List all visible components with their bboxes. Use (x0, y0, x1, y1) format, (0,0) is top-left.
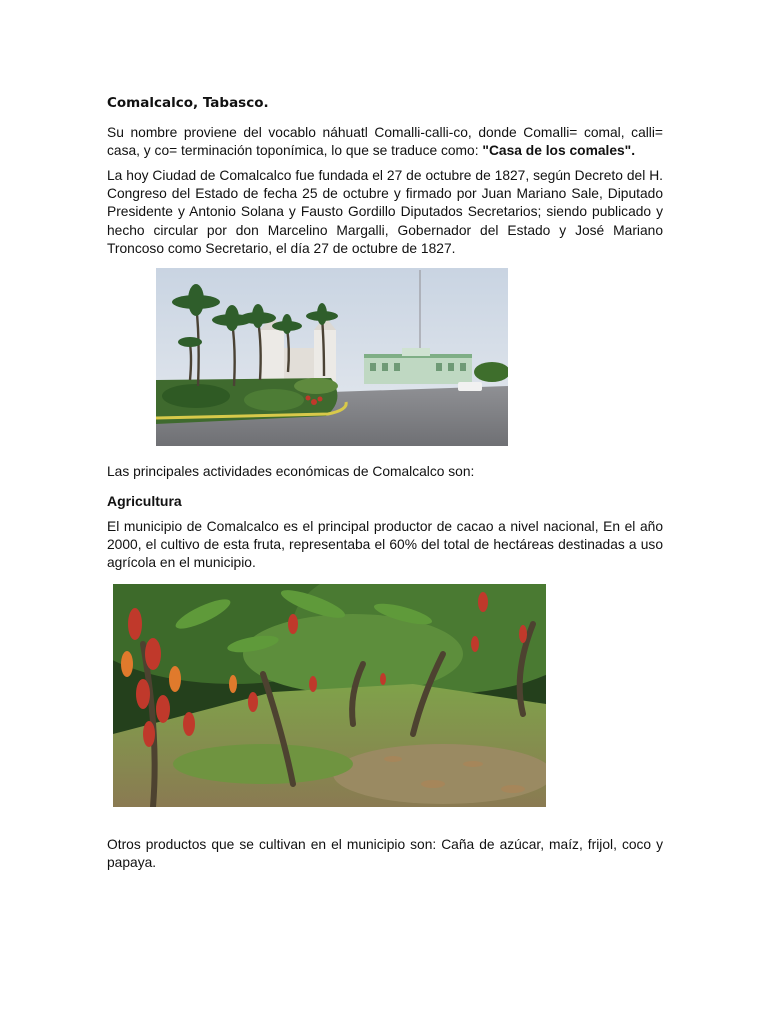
agriculture-paragraph: El municipio de Comalcalco es el principal productor de cacao a nivel nacional, En el año 2000, el cultivo de esta fruta, representaba el 60% del total de hectáreas destinadas a uso agrícola en el municipio. (107, 519, 663, 571)
economy-intro: Las principales actividades económicas de Comalcalco son: (107, 464, 475, 479)
other-products-paragraph: Otros productos que se cultivan en el municipio son: Caña de azúcar, maíz, frijol, coco y papaya. (107, 837, 663, 871)
history-paragraph: La hoy Ciudad de Comalcalco fue fundada el 27 de octubre de 1827, según Decreto del H. Congreso del Estado de fecha 25 de octubre y firmado por Juan Mariano Sale, Diputado Presidente y Antonio Solana y Fausto Gordillo Diputados Secretarios; siendo publicado y hecho circular por don Marcelino Margalli, Gobernador del Estado y José Mariano Troncoso como Secretario, el día 27 de octubre de 1827. (107, 168, 663, 256)
intro-paragraph (107, 124, 663, 160)
cacao-plantation-photo (113, 584, 546, 807)
document-title: Comalcalco, Tabasco. (107, 95, 269, 111)
town-plaza-photo (156, 268, 508, 446)
intro-emphasis: "Casa de los comales". (482, 143, 636, 159)
agriculture-heading: Agricultura (107, 493, 182, 509)
intro-text: Su nombre proviene del vocablo náhuatl Comalli-calli-co, donde Comalli= comal, calli= casa, y co= terminación toponímica, lo que se traduce como: (107, 125, 663, 159)
